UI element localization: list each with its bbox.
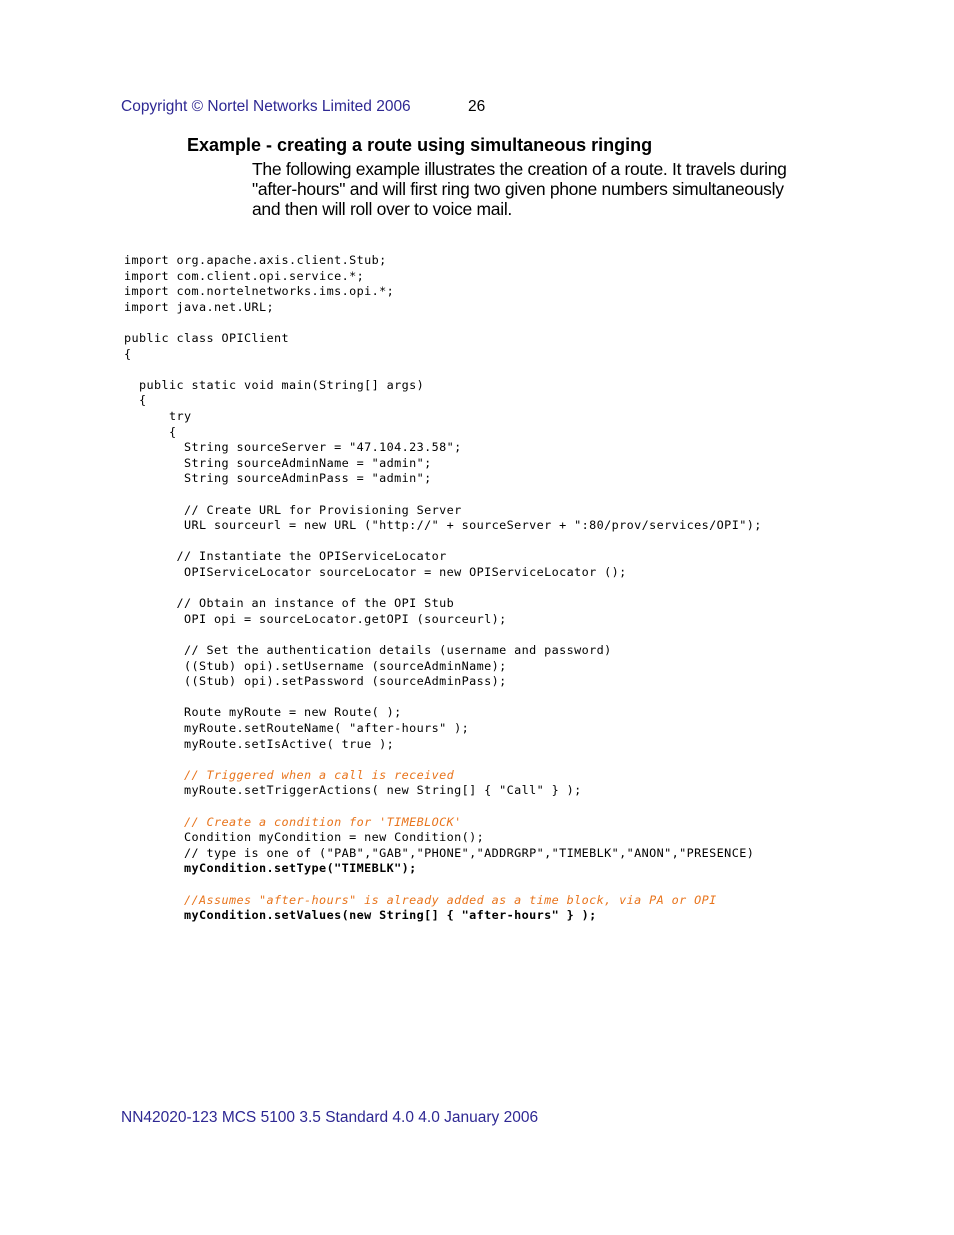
code-line: OPI opi = sourceLocator.getOPI (sourceurl); xyxy=(124,611,507,626)
code-line: myRoute.setIsActive( true ); xyxy=(124,736,395,751)
code-line: Condition myCondition = new Condition(); xyxy=(124,830,485,845)
code-line: import org.apache.axis.client.Stub; xyxy=(124,253,387,267)
intro-line: The following example illustrates the creation of a route. It travels during xyxy=(252,159,787,179)
code-line: public static void main(String[] args) xyxy=(124,377,425,392)
code-comment-line: // Create a condition for 'TIMEBLOCK' xyxy=(124,814,462,829)
code-line: Route myRoute = new Route( ); xyxy=(124,705,402,720)
code-line: import com.nortelnetworks.ims.opi.*; xyxy=(124,284,395,299)
code-line: import com.client.opi.service.*; xyxy=(124,268,365,283)
code-line: { xyxy=(124,424,177,439)
code-line: // Instantiate the OPIServiceLocator xyxy=(124,549,447,564)
code-comment-line: // Triggered when a call is received xyxy=(124,767,455,782)
code-line: ((Stub) opi).setUsername (sourceAdminName); xyxy=(124,658,507,673)
code-line: String sourceAdminPass = "admin"; xyxy=(124,471,432,486)
code-line: myCondition.setType("TIMEBLK"); xyxy=(124,861,417,876)
code-line: String sourceServer = "47.104.23.58"; xyxy=(124,440,462,455)
code-line: // Set the authentication details (username and password) xyxy=(124,643,612,657)
intro-paragraph xyxy=(252,159,852,219)
intro-line: and then will roll over to voice mail. xyxy=(252,199,512,219)
code-line: myCondition.setValues(new String[] { "after-hours" } ); xyxy=(124,908,597,923)
code-line: import java.net.URL; xyxy=(124,299,275,314)
code-line: URL sourceurl = new URL ("http://" + sourceServer + ":80/prov/services/OPI"); xyxy=(124,518,762,533)
code-line: try xyxy=(124,409,192,423)
code-line: { xyxy=(124,346,132,361)
code-comment-line: //Assumes "after-hours" is already added as a time block, via PA or OPI xyxy=(124,892,717,907)
section-title: Example - creating a route using simultaneous ringing xyxy=(187,135,653,155)
code-line: // Create URL for Provisioning Server xyxy=(124,502,462,517)
code-line: myRoute.setTriggerActions( new String[] { "Call" } ); xyxy=(124,783,582,798)
page-number: 26 xyxy=(468,98,486,115)
code-line: // Obtain an instance of the OPI Stub xyxy=(124,596,455,611)
intro-line: "after-hours" and will first ring two given phone numbers simultaneously xyxy=(252,179,784,199)
copyright-notice: Copyright © Nortel Networks Limited 2006 xyxy=(121,98,411,115)
code-line: String sourceAdminName = "admin"; xyxy=(124,455,432,470)
code-line: ((Stub) opi).setPassword (sourceAdminPass); xyxy=(124,674,507,689)
code-line: myRoute.setRouteName( "after-hours" ); xyxy=(124,721,470,735)
code-line: public class OPIClient xyxy=(124,331,290,345)
code-line: { xyxy=(124,393,147,408)
document-footer: NN42020-123 MCS 5100 3.5 Standard 4.0 4.0 January 2006 xyxy=(121,1109,539,1126)
code-line: OPIServiceLocator sourceLocator = new OPIServiceLocator (); xyxy=(124,565,627,579)
code-line: // type is one of ("PAB","GAB","PHONE","ADDRGRP","TIMEBLK","ANON","PRESENCE) xyxy=(124,845,755,860)
